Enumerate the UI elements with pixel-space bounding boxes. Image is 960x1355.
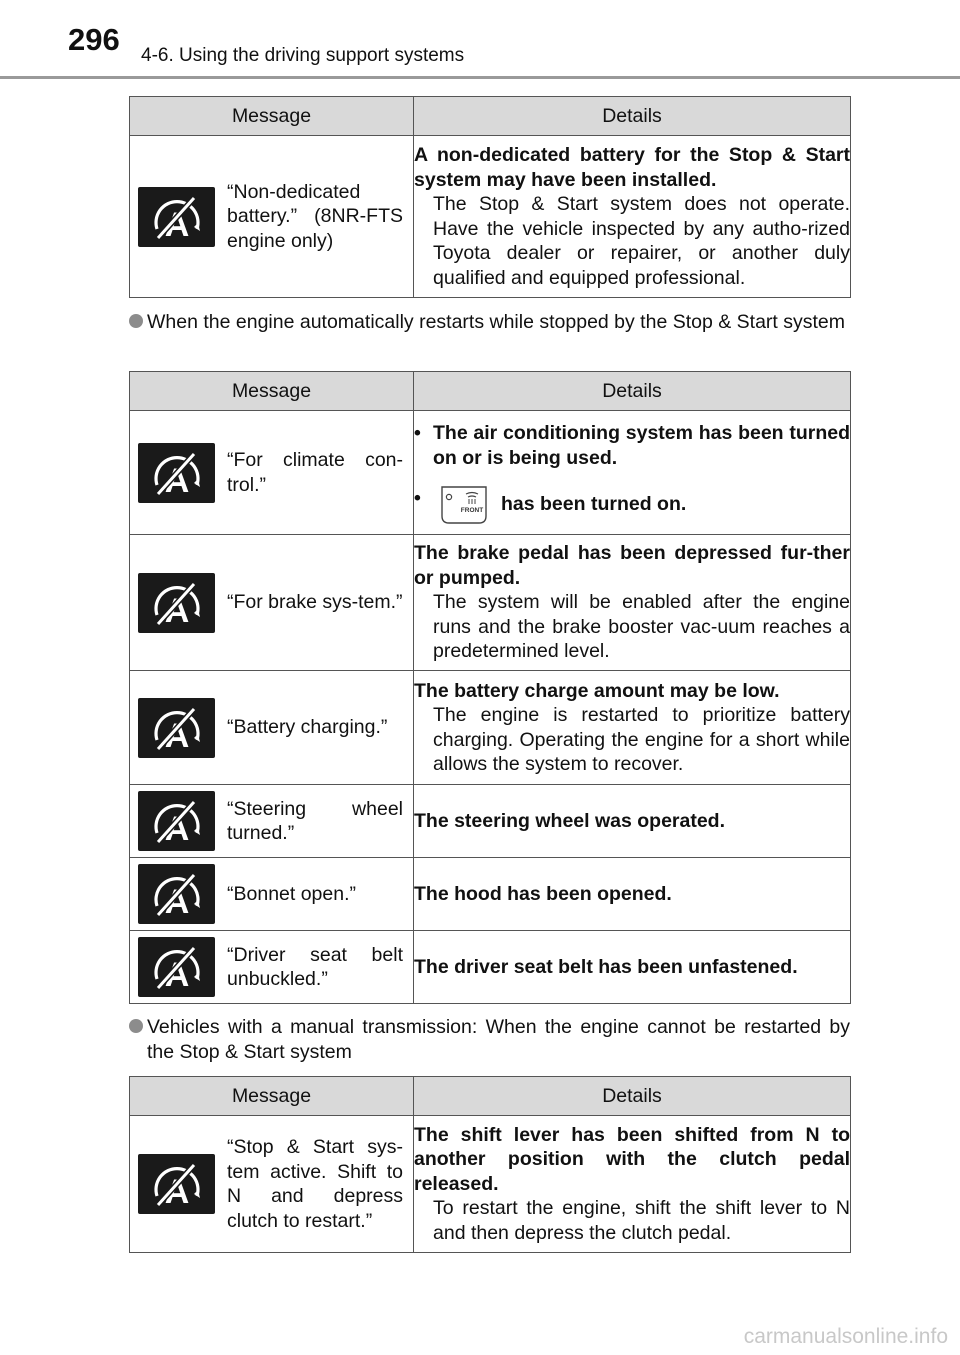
message-text: “For brake sys-tem.” (227, 591, 403, 614)
column-header-message: Message (130, 1077, 414, 1116)
list-item: • The air conditioning system has been turned on or is being used. (414, 422, 850, 469)
table-row (130, 535, 851, 671)
message-text: “Bonnet open.” (227, 882, 357, 905)
bullet-dot-icon (129, 1019, 143, 1033)
stop-start-off-icon (138, 791, 215, 851)
message-text: “Battery charging.” (227, 716, 388, 739)
table-row (130, 411, 851, 535)
details-heading: The shift lever has been shifted from N to another position with the clutch pedal released. (414, 1123, 850, 1195)
bullet-paragraph (147, 310, 850, 335)
bullet-paragraph (147, 1015, 850, 1064)
table-row (130, 858, 851, 931)
details-heading: The brake pedal has been depressed fur-ther or pumped. (414, 542, 850, 589)
column-header-details: Details (414, 1077, 851, 1116)
header-divider (0, 76, 960, 79)
details-heading: A non-dedicated battery for the Stop & Start system may have been installed. (414, 144, 850, 191)
stop-start-off-icon (138, 1154, 215, 1214)
page-number: 296 (68, 22, 120, 57)
bullet-dot-icon (129, 314, 143, 328)
details-heading: The driver seat belt has been unfastened. (414, 955, 798, 978)
details-heading: The battery charge amount may be low. (414, 679, 780, 702)
stop-start-off-icon (138, 187, 215, 247)
details-text: The Stop & Start system does not operate. Have the vehicle inspected by any autho-rized Toyota dealer or repairer, or another duly qualified and equipped professional. (433, 193, 850, 289)
front-defroster-icon (439, 486, 489, 524)
column-header-details: Details (414, 372, 851, 411)
table-row (130, 136, 851, 298)
message-text: “Non-dedicated battery.” (8NR-FTS engine only) (227, 180, 403, 252)
list-item: • FRONT has been turned on. (414, 486, 850, 524)
message-table-1 (129, 96, 851, 298)
table-row (130, 785, 851, 858)
message-table-3 (129, 1076, 851, 1253)
column-header-details: Details (414, 97, 851, 136)
table-row (130, 931, 851, 1004)
message-text: “Stop & Start sys-tem active. Shift to N and depress clutch to restart.” (227, 1136, 403, 1232)
watermark: carmanualsonline.info (743, 1325, 948, 1348)
bullet-text: When the engine automatically restarts while stopped by the Stop & Start system (147, 311, 846, 333)
stop-start-off-icon (138, 698, 215, 758)
section-title: 4-6. Using the driving support systems (141, 45, 465, 66)
bullet-text: Vehicles with a manual transmission: When the engine cannot be restarted by the Stop & Start system (147, 1016, 850, 1063)
message-text: “Driver seat belt unbuckled.” (227, 943, 403, 990)
stop-start-off-icon (138, 443, 215, 503)
column-header-message: Message (130, 97, 414, 136)
details-heading: The steering wheel was operated. (414, 809, 726, 832)
message-text: “For climate con-trol.” (227, 449, 403, 496)
details-heading: The hood has been opened. (414, 882, 672, 905)
table-row (130, 1116, 851, 1253)
svg-text:FRONT: FRONT (460, 507, 484, 514)
details-text: To restart the engine, shift the shift lever to N and then depress the clutch pedal. (433, 1197, 850, 1244)
stop-start-off-icon (138, 573, 215, 633)
table-row (130, 671, 851, 785)
message-text: “Steering wheel turned.” (227, 797, 403, 844)
column-header-message: Message (130, 372, 414, 411)
details-text: The system will be enabled after the engine runs and the brake booster vac-uum reaches a predetermined level. (433, 591, 850, 663)
stop-start-off-icon (138, 864, 215, 924)
details-text: The engine is restarted to prioritize battery charging. Operating the engine for a short while allows the system to recover. (433, 704, 850, 775)
message-table-2 (129, 371, 851, 1004)
stop-start-off-icon (138, 937, 215, 997)
